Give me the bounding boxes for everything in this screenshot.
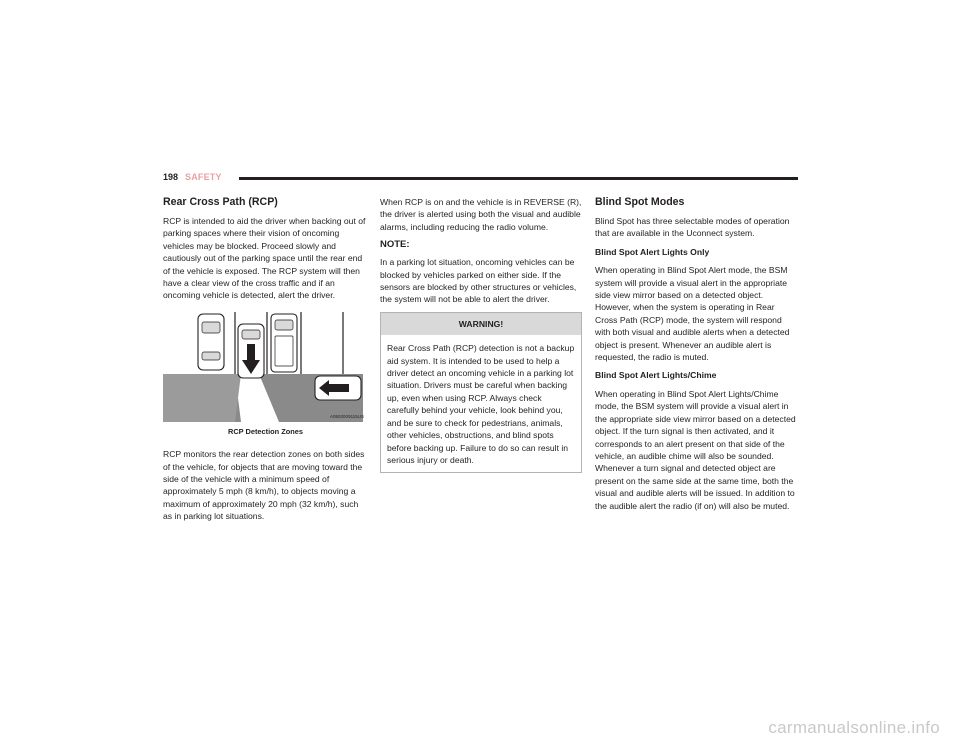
subheading-alert-lights: Blind Spot Alert Lights Only <box>595 246 710 257</box>
watermark: carmanualsonline.info <box>768 718 940 737</box>
figure-id: A0502009115US <box>330 414 364 420</box>
rcp-detection-figure <box>163 312 368 424</box>
header-rule <box>239 177 798 180</box>
alert-lights-paragraph: When operating in Blind Spot Alert mode, the BSM system will provide a visual alert in the appropriate side view mirror based on a detected object. However, when the system is operating in Rear Cross Path (RCP) mode, the system will respond with both visual and audible alerts when a detected object is present. Whenever an audible alert is requested, the radio is muted. <box>595 265 790 363</box>
rcp-heading: Rear Cross Path (RCP) <box>163 196 278 208</box>
backing-vehicle <box>238 324 264 378</box>
rcp-intro-paragraph: RCP is intended to aid the driver when backing out of parking spaces where their vision of oncoming vehicles may be blocked. Proceed slowly and cautiously out of the parking space until the rear end of the vehicle is exposed. The RCP system will then have a clear view of the cross traffic and if an oncoming vehicle is detected, alert the driver. <box>163 216 366 301</box>
rcp-reverse-paragraph: When RCP is on and the vehicle is in REVERSE (R), the driver is alerted using both the visual and audible alarms, including reducing the radio volume. <box>380 197 582 232</box>
blind-spot-intro: Blind Spot has three selectable modes of operation that are available in the Uconnect system. <box>595 216 790 239</box>
warning-text: Rear Cross Path (RCP) detection is not a backup aid system. It is intended to be used to help a driver detect an oncoming vehicle in a parking lot situation. Drivers must be careful when backing up, even when using RCP. Always check carefully behind your vehicle, look behind you, and be sure to check for pedestrians, animals, other vehicles, obstructions, and blind spots before backing up. Failure to do so can result in serious injury or death. <box>387 343 575 465</box>
warning-title: WARNING! <box>381 313 581 335</box>
page-number: 198 <box>163 172 179 182</box>
column-3 <box>595 196 799 518</box>
blind-spot-heading: Blind Spot Modes <box>595 196 685 208</box>
parked-car-right <box>271 314 297 372</box>
oncoming-vehicle <box>315 376 361 400</box>
figure-caption: RCP Detection Zones <box>227 426 303 436</box>
alert-chime-paragraph: When operating in Blind Spot Alert Lights/Chime mode, the BSM system will provide a visual alert in the appropriate side view mirror based on a detected object. If the turn signal is then activated, and it corresponds to an alert present on that side of the vehicle, an audible chime will also be sounded. Whenever a turn signal and detected object are present on the same side at the same time, both the visual and audible alerts will be issued. In addition to the audible alert the radio (if on) will also be muted. <box>595 388 796 511</box>
section-title: SAFETY <box>185 172 222 182</box>
parked-car-left <box>198 314 224 370</box>
warning-box <box>380 312 582 473</box>
subheading-alert-chime: Blind Spot Alert Lights/Chime <box>595 370 717 381</box>
column-2 <box>380 196 582 473</box>
rcp-diagram-illustration <box>163 312 368 424</box>
page-header <box>163 172 798 186</box>
rcp-monitor-paragraph: RCP monitors the rear detection zones on both sides of the vehicle, for objects that are moving toward the side of the vehicle with a minimum speed of approximately 5 mph (8 km/h), to objects moving a maximum of approximately 20 mph (32 km/h), such as in parking lot situations. <box>163 449 365 522</box>
column-1 <box>163 196 368 529</box>
note-label: NOTE: <box>380 239 410 251</box>
note-text: In a parking lot situation, oncoming vehicles can be blocked by vehicles parked on either side. If the sensors are blocked by other structures or vehicles, the system will not be able to alert the driver. <box>380 257 577 305</box>
